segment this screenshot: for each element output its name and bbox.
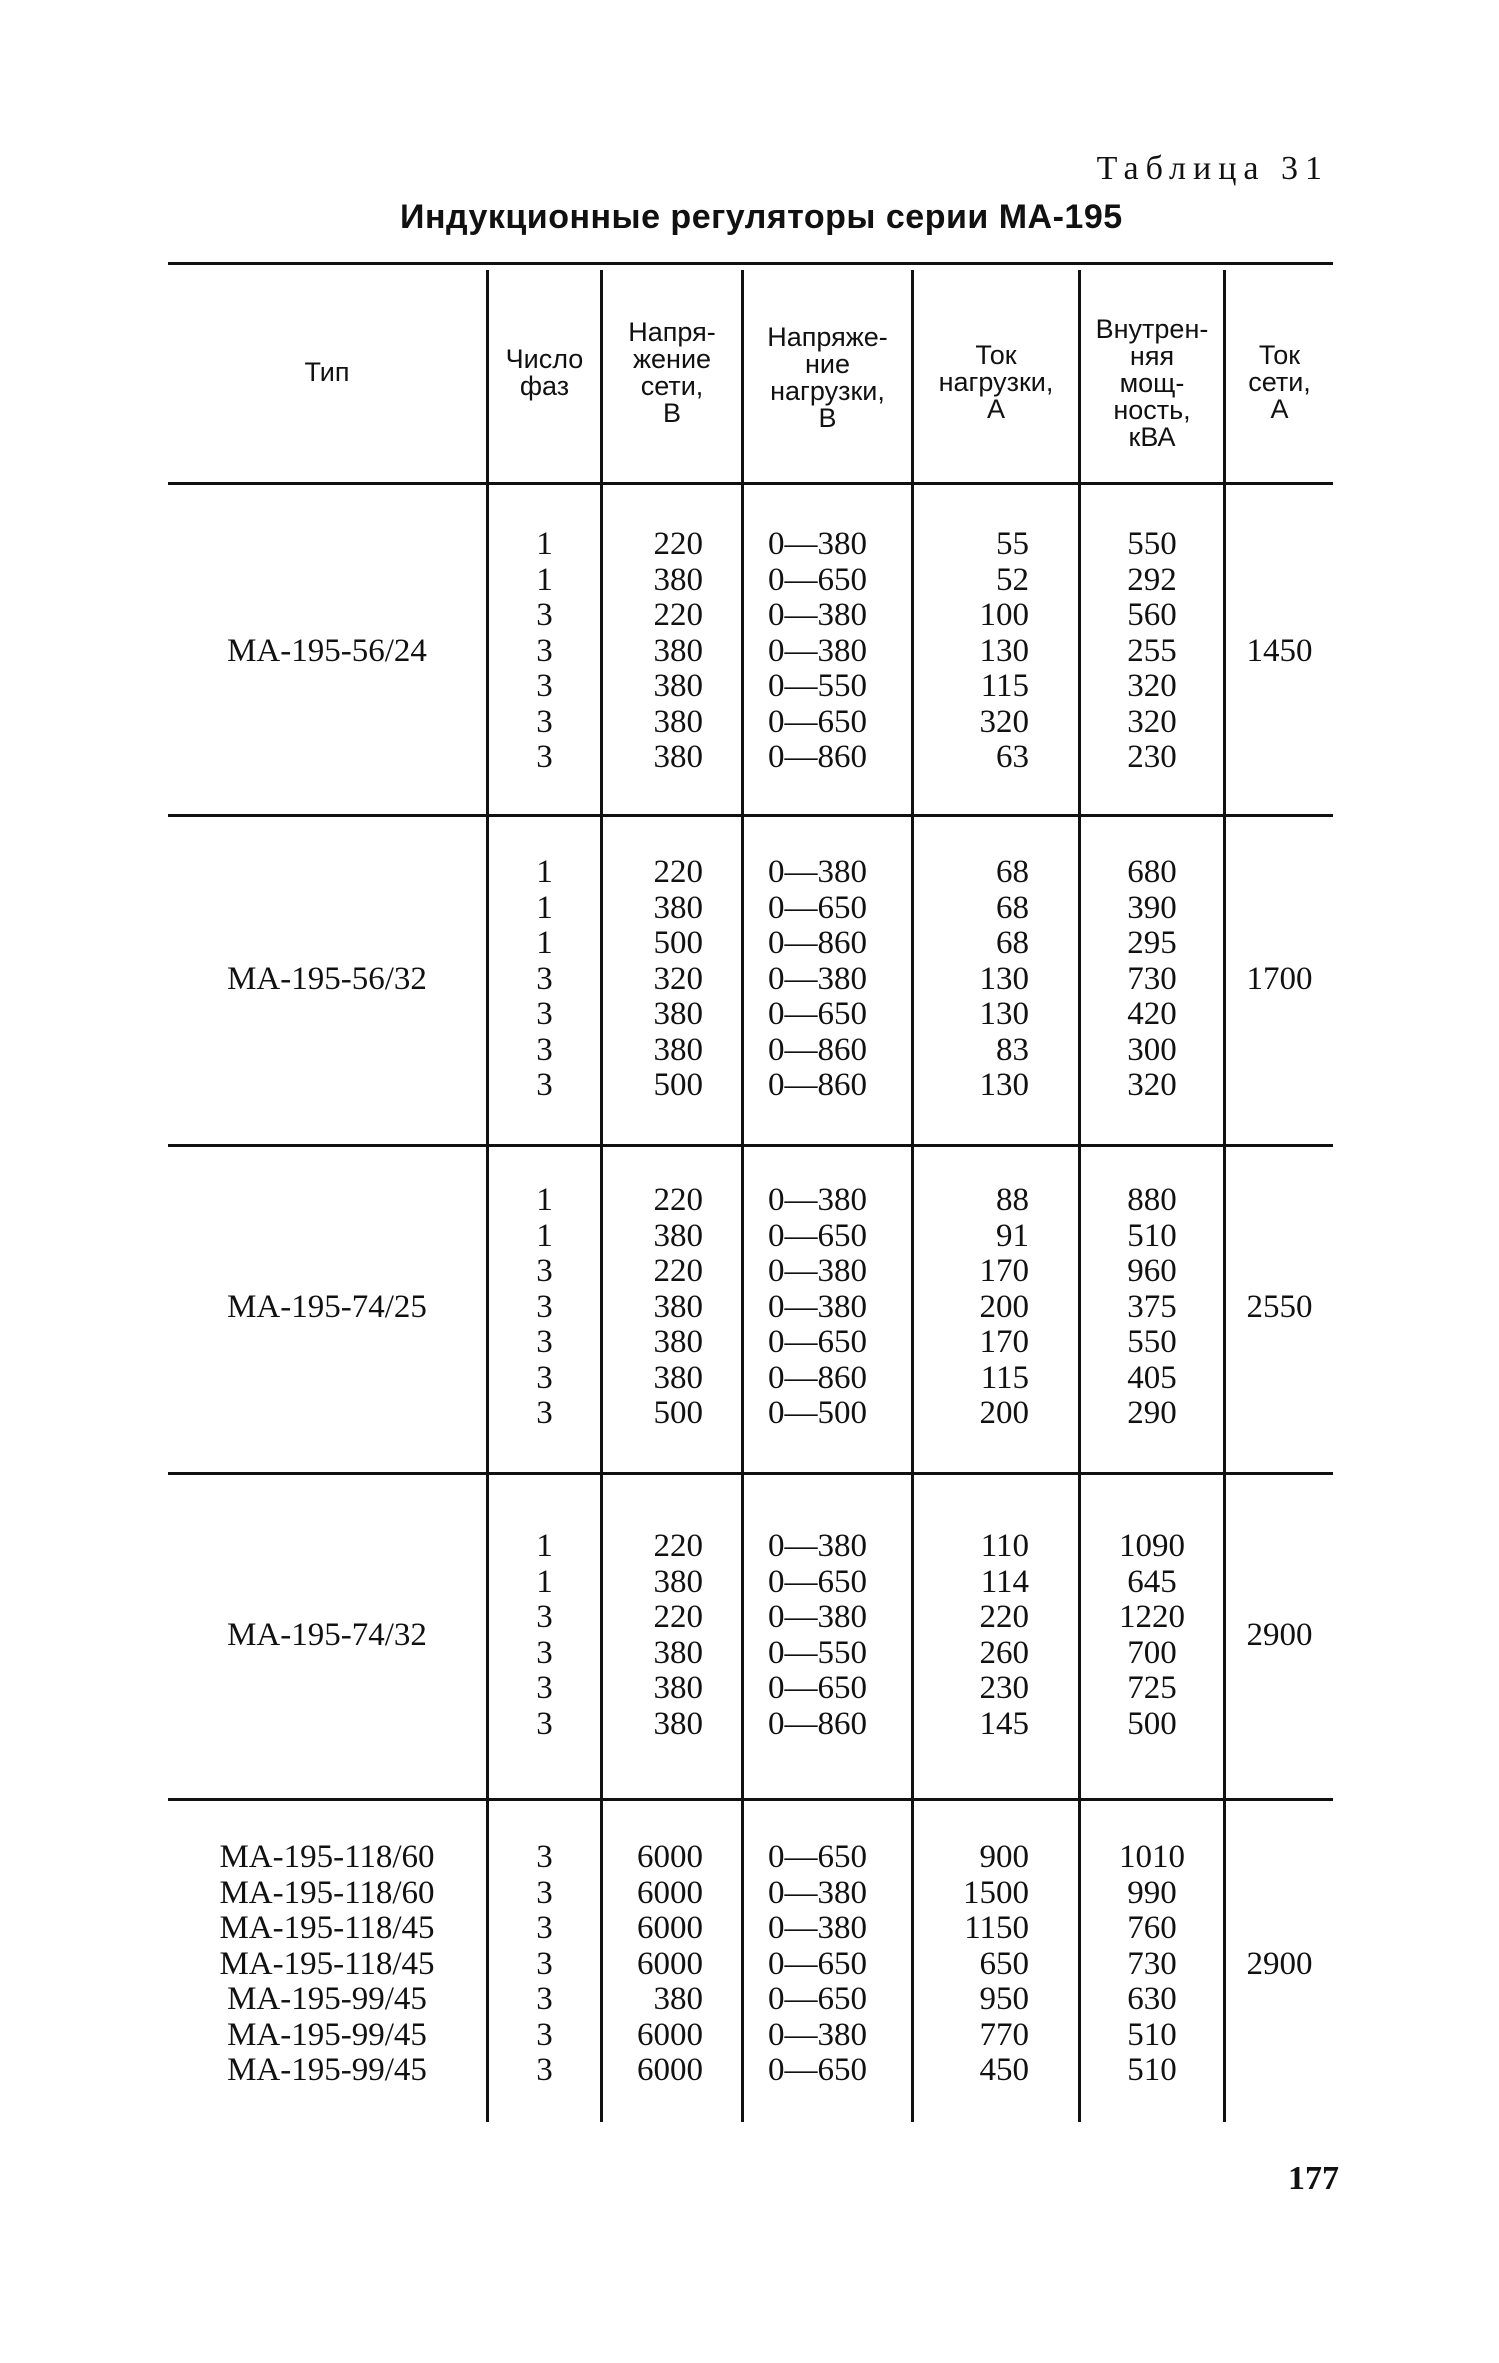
- table-cell: 1: [536, 1182, 553, 1218]
- type-name: МА-195-99/45: [227, 2016, 427, 2053]
- table-cell: 0—550: [768, 1634, 867, 1671]
- table-cell: 500: [653, 1395, 703, 1431]
- table-cell: 380: [653, 1634, 703, 1671]
- net-current-cell: 2900: [1246, 1945, 1313, 1982]
- table-cell: 500: [653, 1067, 703, 1103]
- table-cell: 3: [536, 1910, 553, 1946]
- table-cell: 700: [1127, 1634, 1177, 1671]
- table-caption: Таблица 31: [1096, 150, 1329, 187]
- table-cell: 3: [536, 703, 553, 740]
- table-cell: 220: [653, 1182, 703, 1218]
- type-cell: [168, 1840, 486, 2089]
- table-cell: 170: [979, 1253, 1029, 1289]
- table-cell: 0—860: [768, 739, 867, 775]
- table-cell: 500: [1127, 1705, 1177, 1742]
- table-cell: 3: [536, 1288, 553, 1325]
- table-cell: 1500: [963, 1874, 1029, 1911]
- inner-power-column: [1081, 855, 1223, 1104]
- type-name: МА-195-118/45: [219, 1945, 435, 1982]
- table-cell: 295: [1127, 925, 1177, 961]
- table-cell: 170: [979, 1324, 1029, 1360]
- table-cell: 510: [1127, 2052, 1177, 2088]
- table-cell: 730: [1127, 1945, 1177, 1982]
- table-cell: 130: [979, 996, 1029, 1032]
- table-cell: 6000: [637, 1839, 703, 1875]
- net-current-cell: 1450: [1246, 632, 1313, 669]
- table-cell: 0—380: [768, 1182, 867, 1218]
- table-cell: 68: [996, 854, 1029, 890]
- table-cell: 6000: [637, 2052, 703, 2088]
- table-cell: 0—380: [768, 1599, 867, 1635]
- table-cell: 3: [536, 1874, 553, 1911]
- table-cell: 380: [653, 632, 703, 669]
- table-cell: 3: [536, 996, 553, 1032]
- table-cell: 255: [1127, 632, 1177, 669]
- table-cell: 0—860: [768, 1705, 867, 1742]
- table-cell: 0—650: [768, 1563, 867, 1600]
- table-cell: 3: [536, 1395, 553, 1431]
- table-cell: 0—860: [768, 1031, 867, 1068]
- phases-column: [489, 1840, 600, 2089]
- table-cell: 770: [979, 2016, 1029, 2053]
- table-cell: 91: [996, 1217, 1029, 1254]
- net-voltage-column: [603, 1183, 703, 1432]
- table-cell: 990: [1127, 1874, 1177, 1911]
- table-cell: 145: [979, 1705, 1029, 1742]
- table-cell: 0—550: [768, 668, 867, 704]
- net-current-cell: 1700: [1246, 960, 1313, 997]
- rule-group-3: [168, 1472, 1333, 1475]
- table-cell: 3: [536, 960, 553, 997]
- table-cell: 1150: [964, 1910, 1029, 1946]
- table-cell: 3: [536, 1839, 553, 1875]
- net-current-cell: 2550: [1246, 1288, 1313, 1325]
- table-cell: 880: [1127, 1182, 1177, 1218]
- table-cell: 510: [1127, 1217, 1177, 1254]
- table-cell: 380: [653, 996, 703, 1032]
- table-cell: 6000: [637, 1910, 703, 1946]
- table-cell: 3: [536, 632, 553, 669]
- table-cell: 420: [1127, 996, 1177, 1032]
- table-cell: 3: [536, 1705, 553, 1742]
- header-type: Тип: [304, 357, 350, 387]
- table-cell: 380: [653, 1288, 703, 1325]
- table-cell: 0—650: [768, 1670, 867, 1706]
- table-cell: 0—380: [768, 1288, 867, 1325]
- table-cell: 3: [536, 1067, 553, 1103]
- table-cell: 200: [979, 1288, 1029, 1325]
- page-number: 177: [1288, 2160, 1339, 2197]
- table-cell: 6000: [637, 1874, 703, 1911]
- inner-power-column: [1081, 1529, 1223, 1742]
- table-cell: 680: [1127, 854, 1177, 890]
- inner-power-column: [1081, 527, 1223, 776]
- table-cell: 88: [996, 1182, 1029, 1218]
- header-load-current: Ток нагрузки, А: [938, 340, 1054, 424]
- col-divider-6: [1223, 270, 1226, 2122]
- table-cell: 130: [979, 960, 1029, 997]
- table-cell: 0—650: [768, 1839, 867, 1875]
- rule-top: [168, 262, 1333, 265]
- table-cell: 450: [979, 2052, 1029, 2088]
- table-cell: 1: [536, 526, 553, 562]
- load-voltage-column: [768, 1529, 908, 1742]
- rule-group-1: [168, 814, 1333, 817]
- table-cell: 130: [979, 1067, 1029, 1103]
- table-cell: 290: [1127, 1395, 1177, 1431]
- table-cell: 380: [653, 1217, 703, 1254]
- table-cell: 220: [653, 1528, 703, 1564]
- table-cell: 0—650: [768, 561, 867, 598]
- rule-group-2: [168, 1144, 1333, 1147]
- table-cell: 1: [536, 925, 553, 961]
- table-cell: 1: [536, 561, 553, 598]
- table-cell: 560: [1127, 597, 1177, 633]
- load-current-column: [914, 1529, 1029, 1742]
- type-name: МА-195-74/32: [227, 1616, 427, 1653]
- table-cell: 380: [653, 561, 703, 598]
- table-cell: 1: [536, 889, 553, 926]
- table-cell: 3: [536, 2052, 553, 2088]
- table-cell: 405: [1127, 1359, 1177, 1396]
- table-cell: 3: [536, 1359, 553, 1396]
- table-cell: 645: [1127, 1563, 1177, 1600]
- table-cell: 950: [979, 1981, 1029, 2017]
- table-cell: 3: [536, 597, 553, 633]
- rule-header: [168, 482, 1333, 485]
- phases-column: [489, 527, 600, 776]
- table-cell: 0—650: [768, 1217, 867, 1254]
- table-cell: 0—650: [768, 2052, 867, 2088]
- table-cell: 0—380: [768, 960, 867, 997]
- table-cell: 292: [1127, 561, 1177, 598]
- table-cell: 0—380: [768, 1528, 867, 1564]
- table-cell: 320: [1127, 668, 1177, 704]
- table-cell: 115: [980, 1359, 1029, 1396]
- type-name: МА-195-118/60: [219, 1839, 435, 1875]
- table-cell: 0—380: [768, 597, 867, 633]
- table-cell: 55: [996, 526, 1029, 562]
- table-cell: 130: [979, 632, 1029, 669]
- table-cell: 760: [1127, 1910, 1177, 1946]
- table-cell: 6000: [637, 1945, 703, 1982]
- table-cell: 1: [536, 1217, 553, 1254]
- table-cell: 220: [979, 1599, 1029, 1635]
- table-cell: 0—650: [768, 996, 867, 1032]
- table-cell: 0—650: [768, 889, 867, 926]
- header-inner-power: Внутрен- няя мощ- ность, кВА: [1095, 314, 1209, 452]
- table-cell: 0—380: [768, 526, 867, 562]
- table-cell: 320: [979, 703, 1029, 740]
- table-cell: 375: [1127, 1288, 1177, 1325]
- phases-column: [489, 1529, 600, 1742]
- type-cell: [168, 634, 486, 670]
- table-cell: 380: [653, 1031, 703, 1068]
- load-voltage-column: [768, 855, 908, 1104]
- table-cell: 0—500: [768, 1395, 867, 1431]
- table-cell: 0—650: [768, 1324, 867, 1360]
- table-cell: 300: [1127, 1031, 1177, 1068]
- table-cell: 0—860: [768, 925, 867, 961]
- net-voltage-column: [603, 1840, 703, 2089]
- table-cell: 200: [979, 1395, 1029, 1431]
- table-cell: 3: [536, 2016, 553, 2053]
- table-cell: 3: [536, 1324, 553, 1360]
- table-cell: 115: [980, 668, 1029, 704]
- table-cell: 0—650: [768, 1945, 867, 1982]
- load-voltage-column: [768, 1840, 908, 2089]
- net-voltage-column: [603, 527, 703, 776]
- table-cell: 1090: [1119, 1528, 1185, 1564]
- table-cell: 380: [653, 739, 703, 775]
- type-name: МА-195-99/45: [227, 2052, 427, 2088]
- net-current-cell: 2900: [1246, 1616, 1313, 1653]
- table-cell: 380: [653, 1359, 703, 1396]
- table-cell: 52: [996, 561, 1029, 598]
- table-cell: 380: [653, 1563, 703, 1600]
- table-cell: 3: [536, 1634, 553, 1671]
- table-cell: 380: [653, 889, 703, 926]
- net-voltage-column: [603, 1529, 703, 1742]
- table-cell: 114: [980, 1563, 1029, 1600]
- type-cell: [168, 1290, 486, 1326]
- table-cell: 3: [536, 1031, 553, 1068]
- net-voltage-column: [603, 855, 703, 1104]
- type-name: МА-195-56/32: [227, 960, 427, 997]
- table-cell: 0—650: [768, 703, 867, 740]
- type-name: МА-195-118/45: [219, 1910, 435, 1946]
- table-cell: 1: [536, 1563, 553, 1600]
- phases-column: [489, 855, 600, 1104]
- table-title: Индукционные регуляторы серии МА-195: [400, 198, 1123, 236]
- type-cell: [168, 962, 486, 998]
- table-cell: 83: [996, 1031, 1029, 1068]
- table-cell: 650: [979, 1945, 1029, 1982]
- table-cell: 68: [996, 889, 1029, 926]
- load-voltage-column: [768, 1183, 908, 1432]
- inner-power-column: [1081, 1840, 1223, 2089]
- table-cell: 380: [653, 703, 703, 740]
- load-voltage-column: [768, 527, 908, 776]
- table-cell: 220: [653, 526, 703, 562]
- table-cell: 3: [536, 668, 553, 704]
- type-name: МА-195-99/45: [227, 1981, 427, 2017]
- table-cell: 0—380: [768, 632, 867, 669]
- table-cell: 320: [1127, 703, 1177, 740]
- table-cell: 0—380: [768, 1253, 867, 1289]
- table-cell: 110: [980, 1528, 1029, 1564]
- table-cell: 68: [996, 925, 1029, 961]
- table-cell: 3: [536, 1599, 553, 1635]
- load-current-column: [914, 527, 1029, 776]
- regulators-table: [168, 262, 1333, 2122]
- table-cell: 1: [536, 854, 553, 890]
- load-current-column: [914, 855, 1029, 1104]
- table-cell: 320: [653, 960, 703, 997]
- table-cell: 0—380: [768, 2016, 867, 2053]
- table-cell: 550: [1127, 1324, 1177, 1360]
- table-cell: 0—650: [768, 1981, 867, 2017]
- table-cell: 100: [979, 597, 1029, 633]
- table-cell: 63: [996, 739, 1029, 775]
- table-cell: 0—380: [768, 854, 867, 890]
- table-cell: 550: [1127, 526, 1177, 562]
- table-cell: 0—380: [768, 1910, 867, 1946]
- inner-power-column: [1081, 1183, 1223, 1432]
- table-cell: 380: [653, 1324, 703, 1360]
- type-name: МА-195-74/25: [227, 1288, 427, 1325]
- header-net-voltage: Напря- жение сети, В: [628, 317, 716, 428]
- table-cell: 380: [653, 1705, 703, 1742]
- table-cell: 500: [653, 925, 703, 961]
- col-divider-3: [741, 270, 744, 2122]
- type-cell: [168, 1618, 486, 1654]
- phases-column: [489, 1183, 600, 1432]
- load-current-column: [914, 1183, 1029, 1432]
- table-cell: 3: [536, 1945, 553, 1982]
- table-cell: 390: [1127, 889, 1177, 926]
- table-cell: 380: [653, 668, 703, 704]
- table-cell: 220: [653, 1599, 703, 1635]
- table-cell: 220: [653, 854, 703, 890]
- table-cell: 1: [536, 1528, 553, 1564]
- load-current-column: [914, 1840, 1029, 2089]
- table-cell: 220: [653, 597, 703, 633]
- table-cell: 510: [1127, 2016, 1177, 2053]
- header-phases: Число фаз: [505, 344, 584, 401]
- header-load-voltage: Напряже- ние нагрузки, В: [767, 322, 888, 433]
- table-cell: 730: [1127, 960, 1177, 997]
- table-cell: 6000: [637, 2016, 703, 2053]
- table-cell: 630: [1127, 1981, 1177, 2017]
- table-cell: 220: [653, 1253, 703, 1289]
- table-cell: 900: [979, 1839, 1029, 1875]
- rule-group-4: [168, 1798, 1333, 1801]
- table-cell: 3: [536, 1253, 553, 1289]
- table-cell: 230: [979, 1670, 1029, 1706]
- table-cell: 1220: [1119, 1599, 1185, 1635]
- table-cell: 380: [653, 1981, 703, 2017]
- table-cell: 320: [1127, 1067, 1177, 1103]
- table-cell: 0—380: [768, 1874, 867, 1911]
- header-net-current: Ток сети, А: [1248, 340, 1311, 424]
- table-cell: 230: [1127, 739, 1177, 775]
- table-cell: 260: [979, 1634, 1029, 1671]
- table-cell: 1010: [1119, 1839, 1185, 1875]
- table-cell: 0—860: [768, 1359, 867, 1396]
- type-name: МА-195-118/60: [219, 1874, 435, 1911]
- table-cell: 0—860: [768, 1067, 867, 1103]
- table-cell: 960: [1127, 1253, 1177, 1289]
- type-name: МА-195-56/24: [227, 632, 427, 669]
- table-cell: 3: [536, 1670, 553, 1706]
- table-cell: 725: [1127, 1670, 1177, 1706]
- table-cell: 3: [536, 1981, 553, 2017]
- table-cell: 380: [653, 1670, 703, 1706]
- table-cell: 3: [536, 739, 553, 775]
